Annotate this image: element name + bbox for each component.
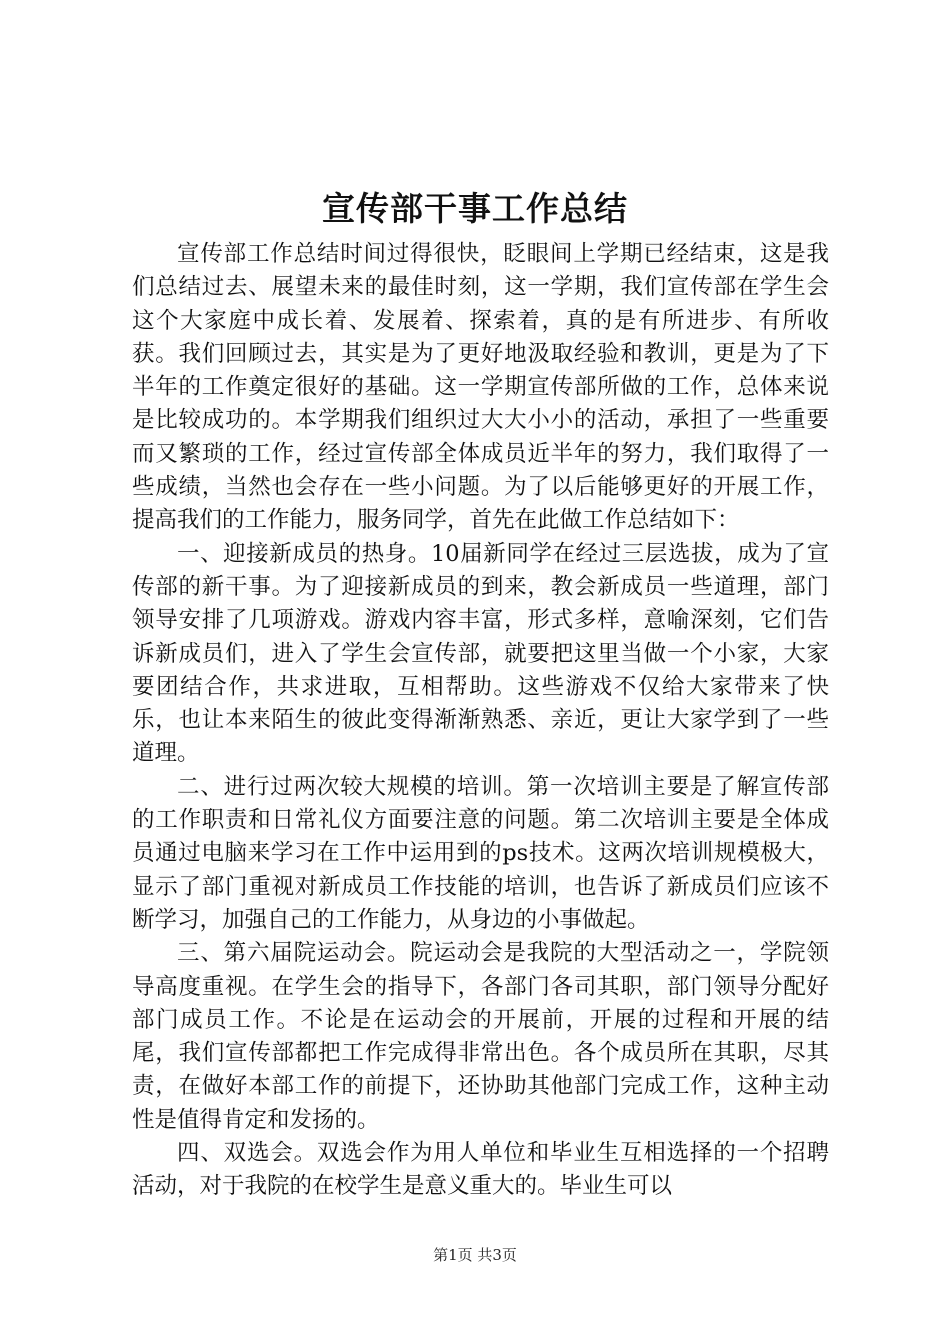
page-number-footer: 第1页 共3页 xyxy=(433,1246,517,1264)
paragraph-section-3: 三、第六届院运动会。院运动会是我院的大型活动之一，学院领导高度重视。在学生会的指导下，各部门各司其职，部门领导分配好部门成员工作。不论是在运动会的开展前，开展的过程和开展的结尾，我们宣传部都把工作完成得非常出色。各个成员所在其职，尽其责，在做好本部工作的前提下，还协助其他部门完成工作，这种主动性是值得肯定和发扬的。 xyxy=(132,940,829,1133)
paragraph-intro: 宣传部工作总结时间过得很快，眨眼间上学期已经结束，这是我们总结过去、展望未来的最佳时刻，这一学期，我们宣传部在学生会这个大家庭中成长着、发展着、探索着，真的是有所进步、有所收获。我们回顾过去，其实是为了更好地汲取经验和教训，更是为了下半年的工作奠定很好的基础。这一学期宣传部所做的工作，总体来说是比较成功的。本学期我们组织过大大小小的活动，承担了一些重要而又繁琐的工作，经过宣传部全体成员近半年的努力，我们取得了一些成绩，当然也会存在一些小问题。为了以后能够更好的开展工作，提高我们的工作能力，服务同学，首先在此做工作总结如下： xyxy=(132,241,829,534)
document-body xyxy=(132,238,829,1204)
document-title: 宣传部干事工作总结 xyxy=(322,189,628,228)
paragraph-section-4: 四、双选会。双选会作为用人单位和毕业生互相选择的一个招聘活动，对于我院的在校学生是意义重大的。毕业生可以 xyxy=(132,1140,829,1200)
paragraph-section-1: 一、迎接新成员的热身。10届新同学在经过三层选拔，成为了宣传部的新干事。为了迎接新成员的到来，教会新成员一些道理，部门领导安排了几项游戏。游戏内容丰富，形式多样，意喻深刻，它们告诉新成员们，进入了学生会宣传部，就要把这里当做一个小家，大家要团结合作，共求进取，互相帮助。这些游戏不仅给大家带来了快乐，也让本来陌生的彼此变得渐渐熟悉、亲近，更让大家学到了一些道理。 xyxy=(132,540,829,767)
paragraph-section-2: 二、进行过两次较大规模的培训。第一次培训主要是了解宣传部的工作职责和日常礼仪方面要注意的问题。第二次培训主要是全体成员通过电脑来学习在工作中运用到的ps技术。这两次培训规模极大，显示了部门重视对新成员工作技能的培训，也告诉了新成员们应该不断学习，加强自己的工作能力，从身边的小事做起。 xyxy=(132,773,829,933)
